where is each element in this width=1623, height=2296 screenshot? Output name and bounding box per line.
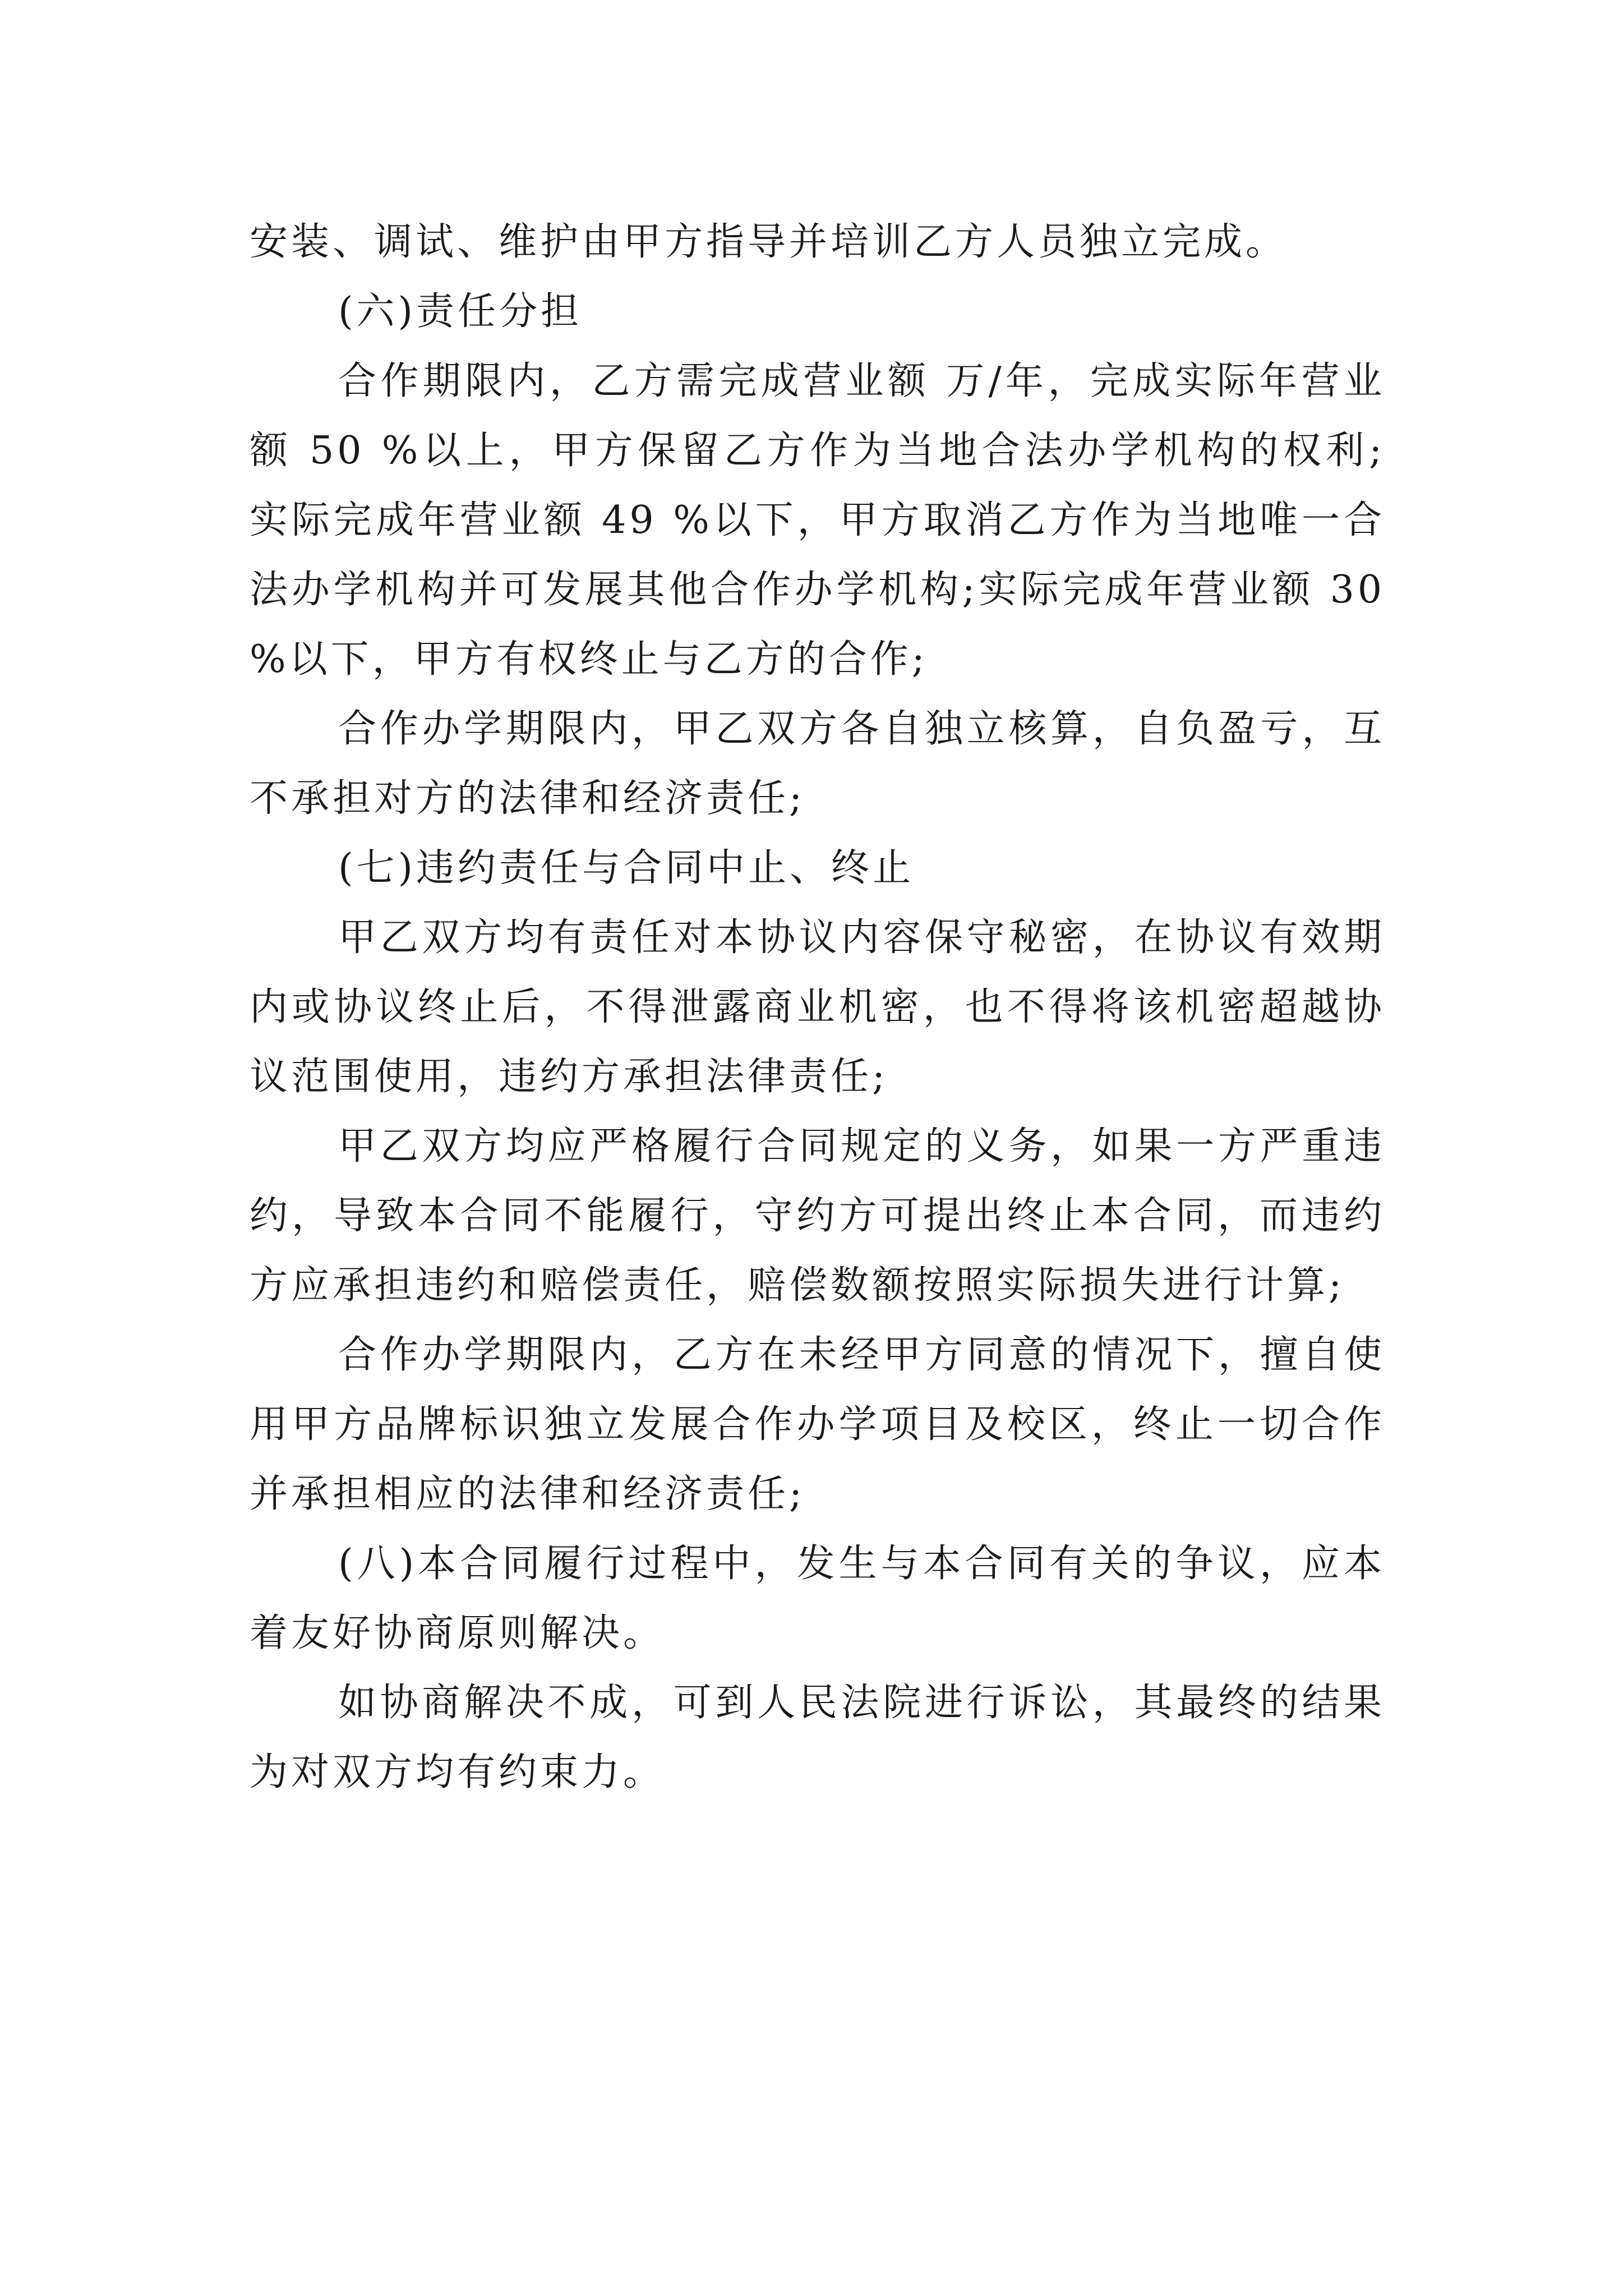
paragraph-litigation: 如协商解决不成，可到人民法院进行诉讼，其最终的结果为对双方均有约束力。 xyxy=(250,1681,1385,1795)
document-body xyxy=(250,208,1385,1807)
paragraph-installation: 安装、调试、维护由甲方指导并培训乙方人员独立完成。 xyxy=(250,220,1288,264)
section-heading-disputes: (八)本合同履行过程中，发生与本合同有关的争议，应本着友好协商原则解决。 xyxy=(250,1542,1385,1655)
paragraph-obligations: 甲乙双方均应严格履行合同规定的义务，如果一方严重违约，导致本合同不能履行，守约方可提出终止本合同，而违约方应承担违约和赔偿责任，赔偿数额按照实际损失进行计算; xyxy=(250,1124,1385,1308)
section-heading-breach: (七)违约责任与合同中止、终止 xyxy=(338,846,915,890)
paragraph-confidentiality: 甲乙双方均有责任对本协议内容保守秘密，在协议有效期内或协议终止后，不得泄露商业机密，也不得将该机密超越协议范围使用，违约方承担法律责任; xyxy=(250,915,1385,1099)
paragraph-revenue-terms: 合作期限内，乙方需完成营业额 万/年，完成实际年营业额 50 %以上，甲方保留乙方作为当地合法办学机构的权利;实际完成年营业额 49 %以下，甲方取消乙方作为当地唯一合法办学机构并可发展其他合作办学机构;实际完成年营业额 30 %以下，甲方有权终止与乙方的合作; xyxy=(250,359,1385,682)
paragraph-independent-accounting: 合作办学期限内，甲乙双方各自独立核算，自负盈亏，互不承担对方的法律和经济责任; xyxy=(250,707,1385,821)
section-heading-responsibility: (六)责任分担 xyxy=(338,289,583,334)
paragraph-brand-misuse: 合作办学期限内，乙方在未经甲方同意的情况下，擅自使用甲方品牌标识独立发展合作办学项目及校区，终止一切合作并承担相应的法律和经济责任; xyxy=(250,1333,1385,1516)
